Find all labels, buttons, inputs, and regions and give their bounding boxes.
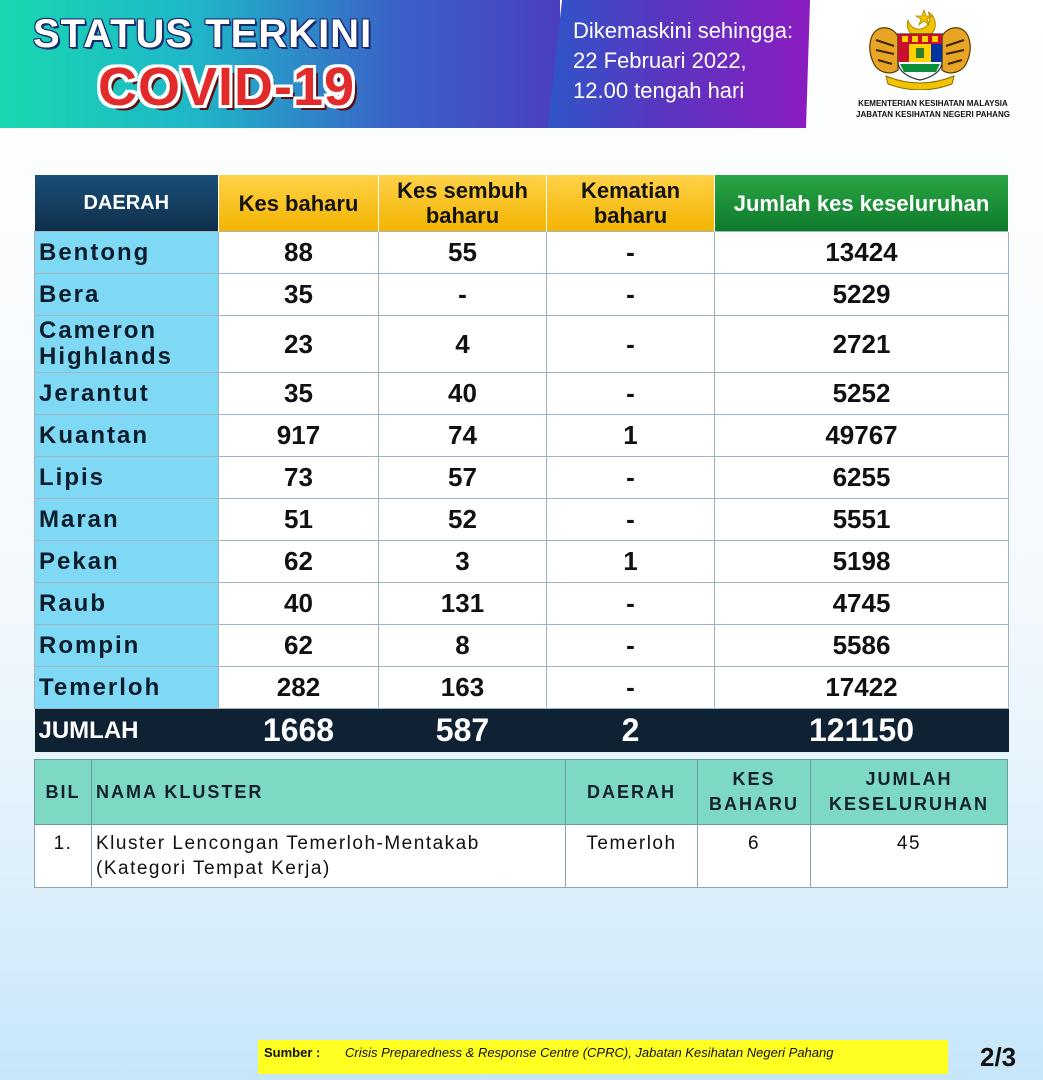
district-name: Pekan	[35, 541, 219, 583]
cluster-header-new	[698, 760, 811, 825]
ministry-line-2: JABATAN KESIHATAN NEGERI PAHANG	[856, 110, 1010, 119]
cluster-header-total	[811, 760, 1008, 825]
total-cases: 2721	[715, 316, 1009, 373]
new-cases: 917	[219, 415, 379, 457]
district-name: Bera	[35, 274, 219, 316]
recovered: 3	[379, 541, 547, 583]
cluster-district: Temerloh	[566, 825, 698, 888]
district-name: Rompin	[35, 625, 219, 667]
recovered: 55	[379, 232, 547, 274]
source-text: Crisis Preparedness & Response Centre (CPRC), Jabatan Kesihatan Negeri Pahang	[345, 1045, 834, 1060]
malaysia-coat-of-arms-icon	[864, 6, 976, 90]
new-cases: 88	[219, 232, 379, 274]
table-row	[35, 667, 1009, 709]
header-deaths-line-2: baharu	[593, 203, 668, 228]
deaths: -	[547, 232, 715, 274]
district-name: Maran	[35, 499, 219, 541]
cluster-header-total-line-1: JUMLAH	[865, 769, 953, 789]
cluster-header-total-line-2: KESELURUHAN	[828, 794, 989, 814]
table-row	[35, 274, 1009, 316]
total-cases: 6255	[715, 457, 1009, 499]
ministry-label	[838, 98, 1028, 120]
new-cases: 282	[219, 667, 379, 709]
total-cases: 5252	[715, 373, 1009, 415]
deaths: -	[547, 457, 715, 499]
updated-line-3: 12.00 tengah hari	[573, 78, 745, 103]
recovered: 131	[379, 583, 547, 625]
table-row	[35, 415, 1009, 457]
cluster-name-line-2: (Kategori Tempat Kerja)	[96, 858, 331, 879]
deaths: -	[547, 667, 715, 709]
deaths: -	[547, 499, 715, 541]
cluster-table	[34, 759, 1008, 888]
recovered: 8	[379, 625, 547, 667]
district-name-line-1: Cameron	[39, 317, 158, 344]
table-row	[35, 232, 1009, 274]
total-cases: 5229	[715, 274, 1009, 316]
new-cases: 73	[219, 457, 379, 499]
district-name	[35, 316, 219, 373]
total-cases: 49767	[715, 415, 1009, 457]
new-cases: 23	[219, 316, 379, 373]
total-deaths: 2	[547, 709, 715, 753]
district-name: Kuantan	[35, 415, 219, 457]
new-cases: 35	[219, 274, 379, 316]
total-label: JUMLAH	[35, 709, 219, 753]
new-cases: 35	[219, 373, 379, 415]
new-cases: 62	[219, 541, 379, 583]
district-name: Lipis	[35, 457, 219, 499]
new-cases: 62	[219, 625, 379, 667]
district-name: Temerloh	[35, 667, 219, 709]
header-new-cases: Kes baharu	[219, 175, 379, 232]
header-deaths-line-1: Kematian	[580, 178, 681, 203]
title-status-terkini: STATUS TERKINI	[33, 12, 373, 56]
updated-line-2: 22 Februari 2022,	[573, 48, 747, 73]
table-header-row	[35, 175, 1009, 232]
district-name: Jerantut	[35, 373, 219, 415]
page-number: 2/3	[980, 1042, 1017, 1072]
district-name: Raub	[35, 583, 219, 625]
header-deaths	[547, 175, 715, 232]
cluster-header-row	[35, 760, 1008, 825]
total-cases: 5551	[715, 499, 1009, 541]
table-row	[35, 316, 1009, 373]
deaths: -	[547, 274, 715, 316]
deaths: -	[547, 583, 715, 625]
header-district: DAERAH	[35, 175, 219, 232]
recovered: -	[379, 274, 547, 316]
deaths: 1	[547, 541, 715, 583]
district-cases-table	[34, 175, 1009, 752]
recovered: 74	[379, 415, 547, 457]
table-row	[35, 541, 1009, 583]
header-recovered-line-1: Kes sembuh	[397, 178, 528, 203]
table-row	[35, 373, 1009, 415]
district-name: Bentong	[35, 232, 219, 274]
updated-date	[573, 16, 793, 106]
total-recovered: 587	[379, 709, 547, 753]
recovered: 57	[379, 457, 547, 499]
header-recovered	[379, 175, 547, 232]
deaths: 1	[547, 415, 715, 457]
cluster-name-line-1: Kluster Lencongan Temerloh-Mentakab	[96, 833, 480, 854]
table-row	[35, 583, 1009, 625]
cluster-no: 1.	[35, 825, 92, 888]
deaths: -	[547, 316, 715, 373]
district-name-line-2: Highlands	[39, 343, 174, 370]
total-cases: 13424	[715, 232, 1009, 274]
new-cases: 51	[219, 499, 379, 541]
recovered: 4	[379, 316, 547, 373]
cluster-header-name: NAMA KLUSTER	[92, 760, 566, 825]
cluster-name	[92, 825, 566, 888]
cluster-row	[35, 825, 1008, 888]
recovered: 40	[379, 373, 547, 415]
total-all-cases: 121150	[715, 709, 1009, 753]
header-total: Jumlah kes keseluruhan	[715, 175, 1009, 232]
ministry-line-1: KEMENTERIAN KESIHATAN MALAYSIA	[858, 99, 1008, 108]
title-covid-19: COVID-19	[98, 57, 356, 117]
table-row	[35, 499, 1009, 541]
total-cases: 4745	[715, 583, 1009, 625]
total-new-cases: 1668	[219, 709, 379, 753]
new-cases: 40	[219, 583, 379, 625]
cluster-header-district: DAERAH	[566, 760, 698, 825]
source-note	[258, 1040, 948, 1074]
deaths: -	[547, 625, 715, 667]
cluster-new-cases: 6	[698, 825, 811, 888]
total-cases: 17422	[715, 667, 1009, 709]
updated-line-1: Dikemaskini sehingga:	[573, 18, 794, 43]
total-cases: 5586	[715, 625, 1009, 667]
header-recovered-line-2: baharu	[425, 203, 500, 228]
total-cases: 5198	[715, 541, 1009, 583]
cluster-header-no: BIL	[35, 760, 92, 825]
cluster-header-new-line-1: KES	[732, 769, 776, 789]
source-label: Sumber :	[264, 1045, 321, 1060]
table-row	[35, 625, 1009, 667]
table-row	[35, 457, 1009, 499]
recovered: 163	[379, 667, 547, 709]
deaths: -	[547, 373, 715, 415]
total-row	[35, 709, 1009, 753]
cluster-total-cases: 45	[811, 825, 1008, 888]
cluster-header-new-line-2: BAHARU	[709, 794, 799, 814]
recovered: 52	[379, 499, 547, 541]
